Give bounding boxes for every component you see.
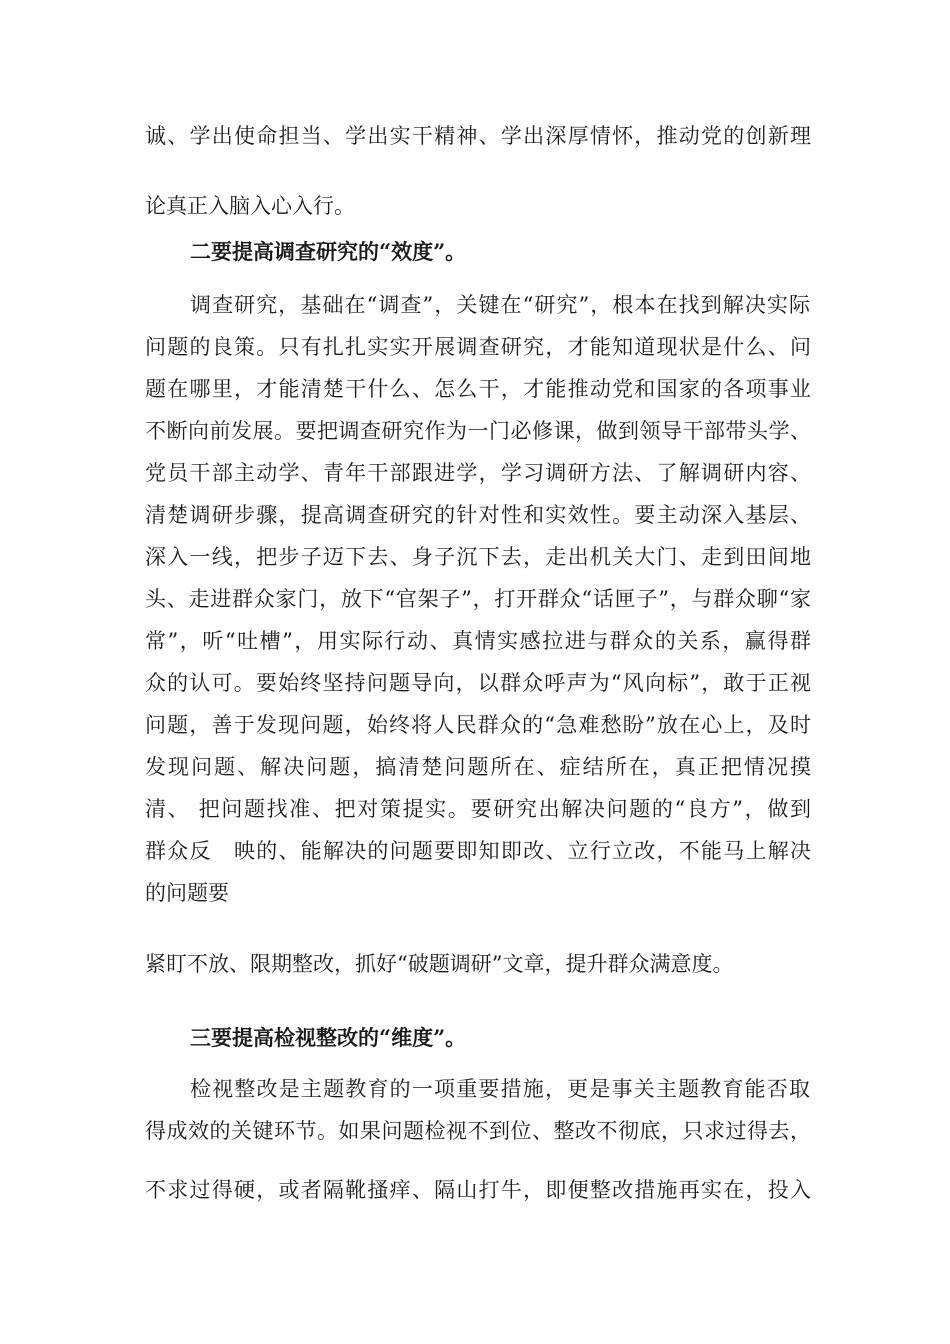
paragraph-line: 不断向前发展。要把调查研究作为一门必修课，做到领导干部带头学、	[145, 419, 811, 443]
paragraph-line: 检视整改是主题教育的一项重要措施，更是事关主题教育能否取	[190, 1077, 810, 1101]
paragraph-line: 不求过得硬，或者隔靴搔痒、隔山打牛，即便整改措施再实在，投入	[145, 1178, 811, 1202]
paragraph-line: 头、走进群众家门，放下“官架子”，打开群众“话匣子”，与群众聊“家	[145, 587, 811, 611]
paragraph-line: 清楚调研步骤，提高调查研究的针对性和实效性。要主动深入基层、	[145, 503, 811, 527]
paragraph-line: 问题，善于发现问题，始终将人民群众的“急难愁盼”放在心上，及时	[145, 713, 811, 737]
paragraph-line: 诚、学出使命担当、学出实干精神、学出深厚情怀，推动党的创新理	[145, 124, 811, 148]
paragraph-line: 清、 把问题找准、把对策提实。要研究出解决问题的“良方”，做到	[145, 797, 811, 821]
paragraph-line: 深入一线，把步子迈下去、身子沉下去，走出机关大门、走到田间地	[145, 545, 811, 569]
paragraph-line: 问题的良策。只有扎扎实实开展调查研究，才能知道现状是什么、问	[145, 335, 811, 359]
paragraph-line: 的问题要	[145, 881, 229, 905]
paragraph-line: 调查研究，基础在“调查”，关键在“研究”，根本在找到解决实际	[190, 293, 810, 317]
section-heading-3: 三要提高检视整改的“维度”。	[190, 1025, 467, 1050]
paragraph-line: 发现问题、解决问题，搞清楚问题所在、症结所在，真正把情况摸	[145, 755, 811, 779]
paragraph-line: 常”，听“吐槽”，用实际行动、真情实感拉进与群众的关系，赢得群	[145, 629, 811, 653]
section-heading-2: 二要提高调查研究的“效度”。	[190, 239, 467, 264]
paragraph-line: 党员干部主动学、青年干部跟进学，学习调研方法、了解调研内容、	[145, 461, 811, 485]
paragraph-line: 得成效的关键环节。如果问题检视不到位、整改不彻底，只求过得去，	[145, 1119, 811, 1143]
paragraph-line: 群众反 映的、能解决的问题要即知即改、立行立改，不能马上解决	[145, 839, 811, 863]
paragraph-line: 论真正入脑入心入行。	[145, 194, 355, 218]
paragraph-line: 题在哪里，才能清楚干什么、怎么干，才能推动党和国家的各项事业	[145, 377, 811, 401]
paragraph-line: 众的认可。要始终坚持问题导向，以群众呼声为“风向标”，敢于正视	[145, 671, 811, 695]
paragraph-line: 紧盯不放、限期整改，抓好“破题调研”文章，提升群众满意度。	[145, 952, 734, 976]
